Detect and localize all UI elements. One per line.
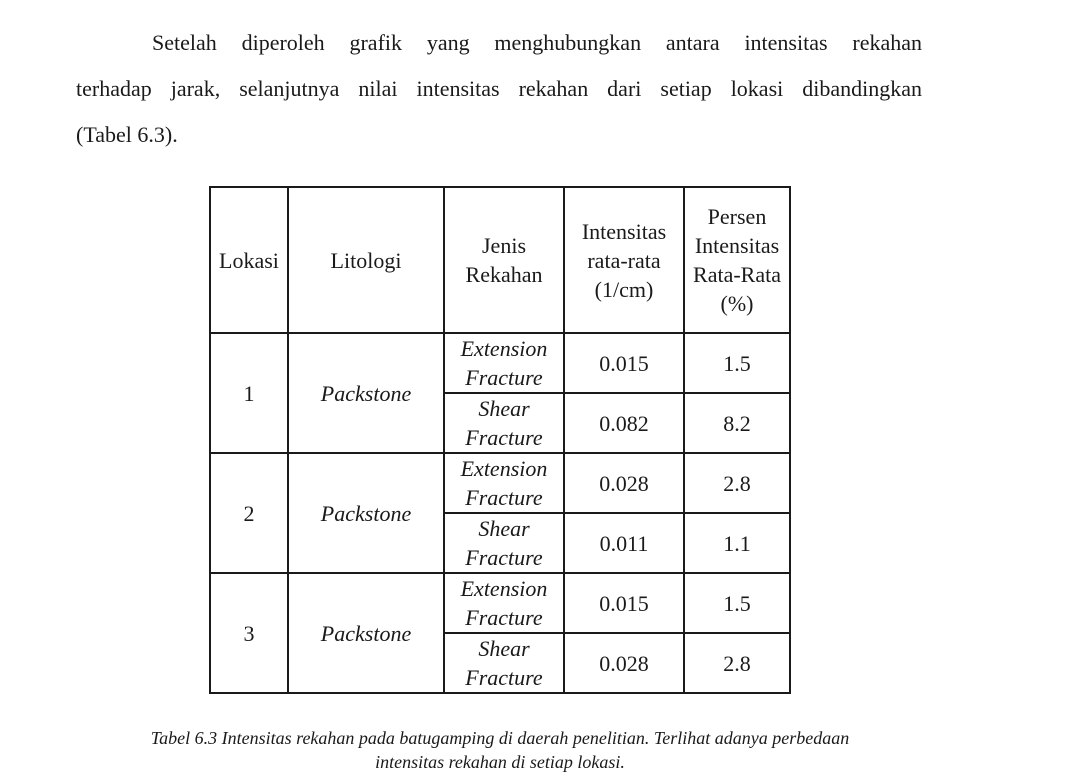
jenis-line-2: Fracture [465,605,543,630]
cell-litologi: Packstone [288,453,444,573]
header-lokasi: Lokasi [210,187,288,333]
header-persen-line-2: Intensitas [694,233,780,258]
header-jenis-line-2: Rekahan [465,262,543,287]
table-row [210,573,790,633]
jenis-line-1: Extension [460,456,548,481]
cell-persen: 1.5 [684,573,790,633]
fracture-intensity-table [209,186,791,694]
jenis-line-2: Fracture [465,425,543,450]
cell-persen: 2.8 [684,633,790,693]
jenis-line-2: Fracture [465,665,543,690]
header-intensitas [564,187,684,333]
paragraph-line-1: Setelah diperoleh grafik yang menghubungkan antara intensitas rekahan [152,30,922,55]
jenis-line-1: Extension [460,576,548,601]
cell-jenis-rekahan [444,573,564,633]
caption-line-2: intensitas rekahan di setiap lokasi. [375,752,625,772]
header-litologi: Litologi [288,187,444,333]
cell-jenis-rekahan [444,393,564,453]
table-header-row [210,187,790,333]
header-persen-line-4: (%) [720,291,754,316]
cell-jenis-rekahan [444,453,564,513]
table-row [210,333,790,393]
cell-intensitas: 0.028 [564,453,684,513]
cell-persen: 2.8 [684,453,790,513]
cell-jenis-rekahan [444,633,564,693]
cell-lokasi: 1 [210,333,288,453]
jenis-line-2: Fracture [465,365,543,390]
cell-intensitas: 0.015 [564,573,684,633]
cell-intensitas: 0.082 [564,393,684,453]
header-jenis-rekahan [444,187,564,333]
paragraph-line-3: (Tabel 6.3). [76,122,178,147]
header-persen [684,187,790,333]
cell-litologi: Packstone [288,333,444,453]
cell-litologi: Packstone [288,573,444,693]
jenis-line-2: Fracture [465,485,543,510]
cell-jenis-rekahan [444,513,564,573]
paragraph-line-2: terhadap jarak, selanjutnya nilai intensitas rekahan dari setiap lokasi dibandingkan [76,76,922,101]
jenis-line-1: Extension [460,336,548,361]
jenis-line-1: Shear [478,636,530,661]
cell-intensitas: 0.028 [564,633,684,693]
header-intensitas-line-3: (1/cm) [594,276,654,302]
jenis-line-1: Shear [478,396,530,421]
cell-lokasi: 2 [210,453,288,573]
cell-persen: 1.1 [684,513,790,573]
cell-persen: 8.2 [684,393,790,453]
header-intensitas-line-2: rata-rata [587,247,661,273]
table-caption [60,726,940,774]
caption-line-1: Tabel 6.3 Intensitas rekahan pada batugamping di daerah penelitian. Terlihat adanya perbedaan [150,728,850,748]
jenis-line-1: Shear [478,516,530,541]
cell-intensitas: 0.011 [564,513,684,573]
header-persen-line-1: Persen [707,204,767,229]
body-paragraph [76,20,922,158]
cell-persen: 1.5 [684,333,790,393]
header-persen-line-3: Rata-Rata [693,262,781,287]
header-intensitas-line-1: Intensitas [581,218,667,244]
cell-intensitas: 0.015 [564,333,684,393]
cell-lokasi: 3 [210,573,288,693]
jenis-line-2: Fracture [465,545,543,570]
header-jenis-line-1: Jenis [482,233,526,258]
cell-jenis-rekahan [444,333,564,393]
table-row [210,453,790,513]
